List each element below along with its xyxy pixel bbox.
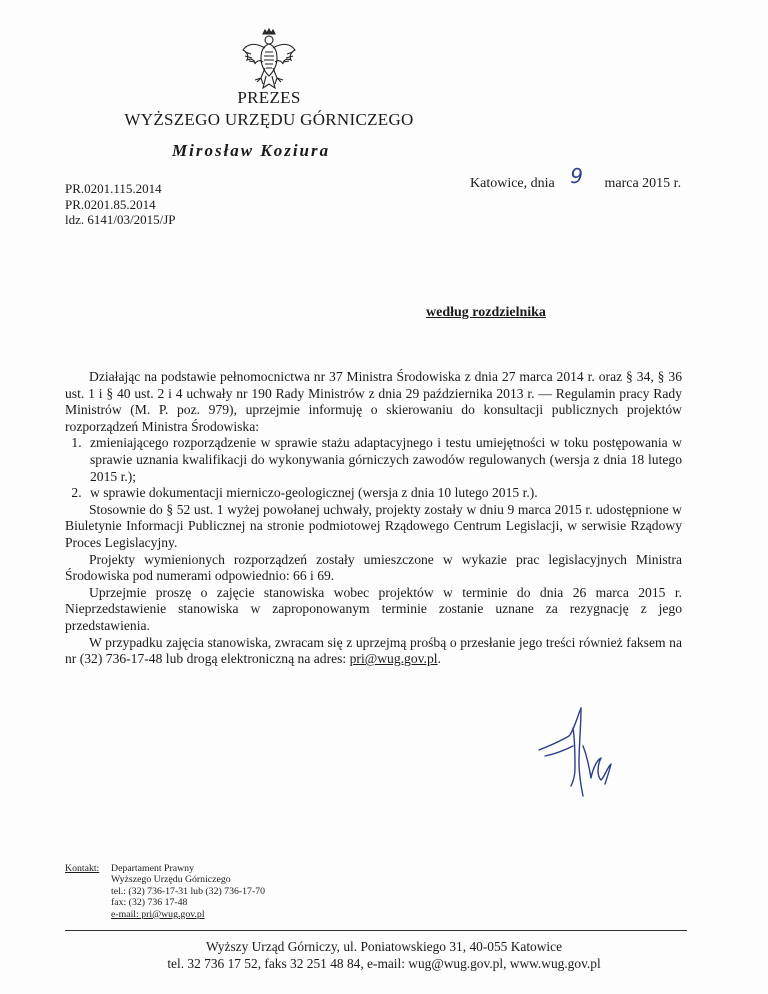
list-item: 2. w sprawie dokumentacji mierniczo-geologicznej (wersja z dnia 10 lutego 2015 r.). (85, 485, 682, 502)
office-title-line2: WYŻSZEGO URZĘDU GÓRNICZEGO (124, 110, 414, 129)
date-prefix: Katowice, dnia (470, 176, 555, 191)
letter-body (65, 369, 682, 668)
contact-line: Wyższego Urzędu Górniczego (111, 874, 231, 886)
contact-line: Departament Prawny (111, 863, 194, 874)
president-name: Mirosław Koziura (172, 141, 331, 160)
draft-list (65, 435, 682, 501)
footer-address: Wyższy Urząd Górniczy, ul. Poniatowskiego 31, 40-055 Katowice (205, 939, 563, 954)
date-day-handwritten: 9 (570, 164, 583, 188)
body-paragraph: Uprzejmie proszę o zajęcie stanowiska wobec projektów w terminie do dnia 26 marca 2015 r. Nieprzedstawienie stanowiska w zaproponowanym terminie zostanie uznane za rezygnację z jego przedstawienia. (65, 584, 682, 633)
contact-line: tel.: (32) 736-17-31 lub (32) 736-17-70 (111, 885, 265, 897)
footer-contacts: tel. 32 736 17 52, faks 32 251 48 84, e-mail: wug@wug.gov.pl, www.wug.gov.pl (167, 956, 601, 971)
contact-line: e-mail: pri@wug.gov.pl (111, 908, 205, 920)
body-paragraph: Stosownie do § 52 ust. 1 wyżej powołanej uchwały, projekty zostały w dniu 9 marca 2015 r. udostępnione w Biuletynie Informacji Publicznej na stronie podmiotowej Rządowego Centrum Legislacji, w serwisie Rządowy Proces Legislacyjny. (65, 501, 682, 550)
email-link[interactable]: pri@wug.gov.pl (349, 651, 438, 667)
reference-numbers (65, 181, 176, 228)
date-suffix: marca 2015 r. (604, 176, 682, 191)
handwritten-signature (535, 706, 615, 798)
contact-details (111, 863, 265, 920)
contact-block (65, 863, 265, 920)
body-paragraph (65, 635, 682, 668)
reference-number: PR.0201.85.2014 (65, 196, 156, 212)
body-text: . (437, 651, 441, 667)
body-text: W przypadku zajęcia stanowiska, zwracam się z uprzejmą prośbą o przesłanie jego treści również faksem na nr (32) 736-17-48 lub drogą elektroniczną na adres: (65, 634, 682, 667)
contact-line: fax: (32) 736 17-48 (111, 897, 188, 909)
body-paragraph: Projekty wymienionych rozporządzeń zostały umieszczone w wykazie prac legislacyjnych Ministra Środowiska pod numerami odpowiednio: 66 i 69. (65, 551, 682, 584)
place-date (470, 164, 682, 192)
reference-number: PR.0201.115.2014 (65, 181, 162, 196)
polish-eagle-emblem (241, 28, 297, 90)
reference-number: ldz. 6141/03/2015/JP (65, 212, 176, 227)
contact-label: Kontakt: (65, 863, 100, 874)
recipient: według rozdzielnika (426, 305, 546, 320)
office-title-line1: PREZES (237, 88, 301, 107)
footer-divider (65, 930, 687, 931)
list-item: 1. zmieniającego rozporządzenie w sprawie stażu adaptacyjnego i testu umiejętności w toku postępowania w sprawie uznania kwalifikacji do wykonywania górniczych zawodów regulowanych (wersja z dnia 18 lutego 2015 r.); (85, 435, 682, 485)
body-paragraph: Działając na podstawie pełnomocnictwa nr 37 Ministra Środowiska z dnia 27 marca 2014 r. oraz § 34, § 36 ust. 1 i § 40 ust. 2 i 4 uchwały nr 190 Rady Ministrów z dnia 29 października 2013 r. — Regulamin pracy Rady Ministrów (M. P. poz. 979), uprzejmie informuję o skierowaniu do konsultacji publicznych projektów rozporządzeń Ministra Środowiska: (65, 369, 682, 434)
